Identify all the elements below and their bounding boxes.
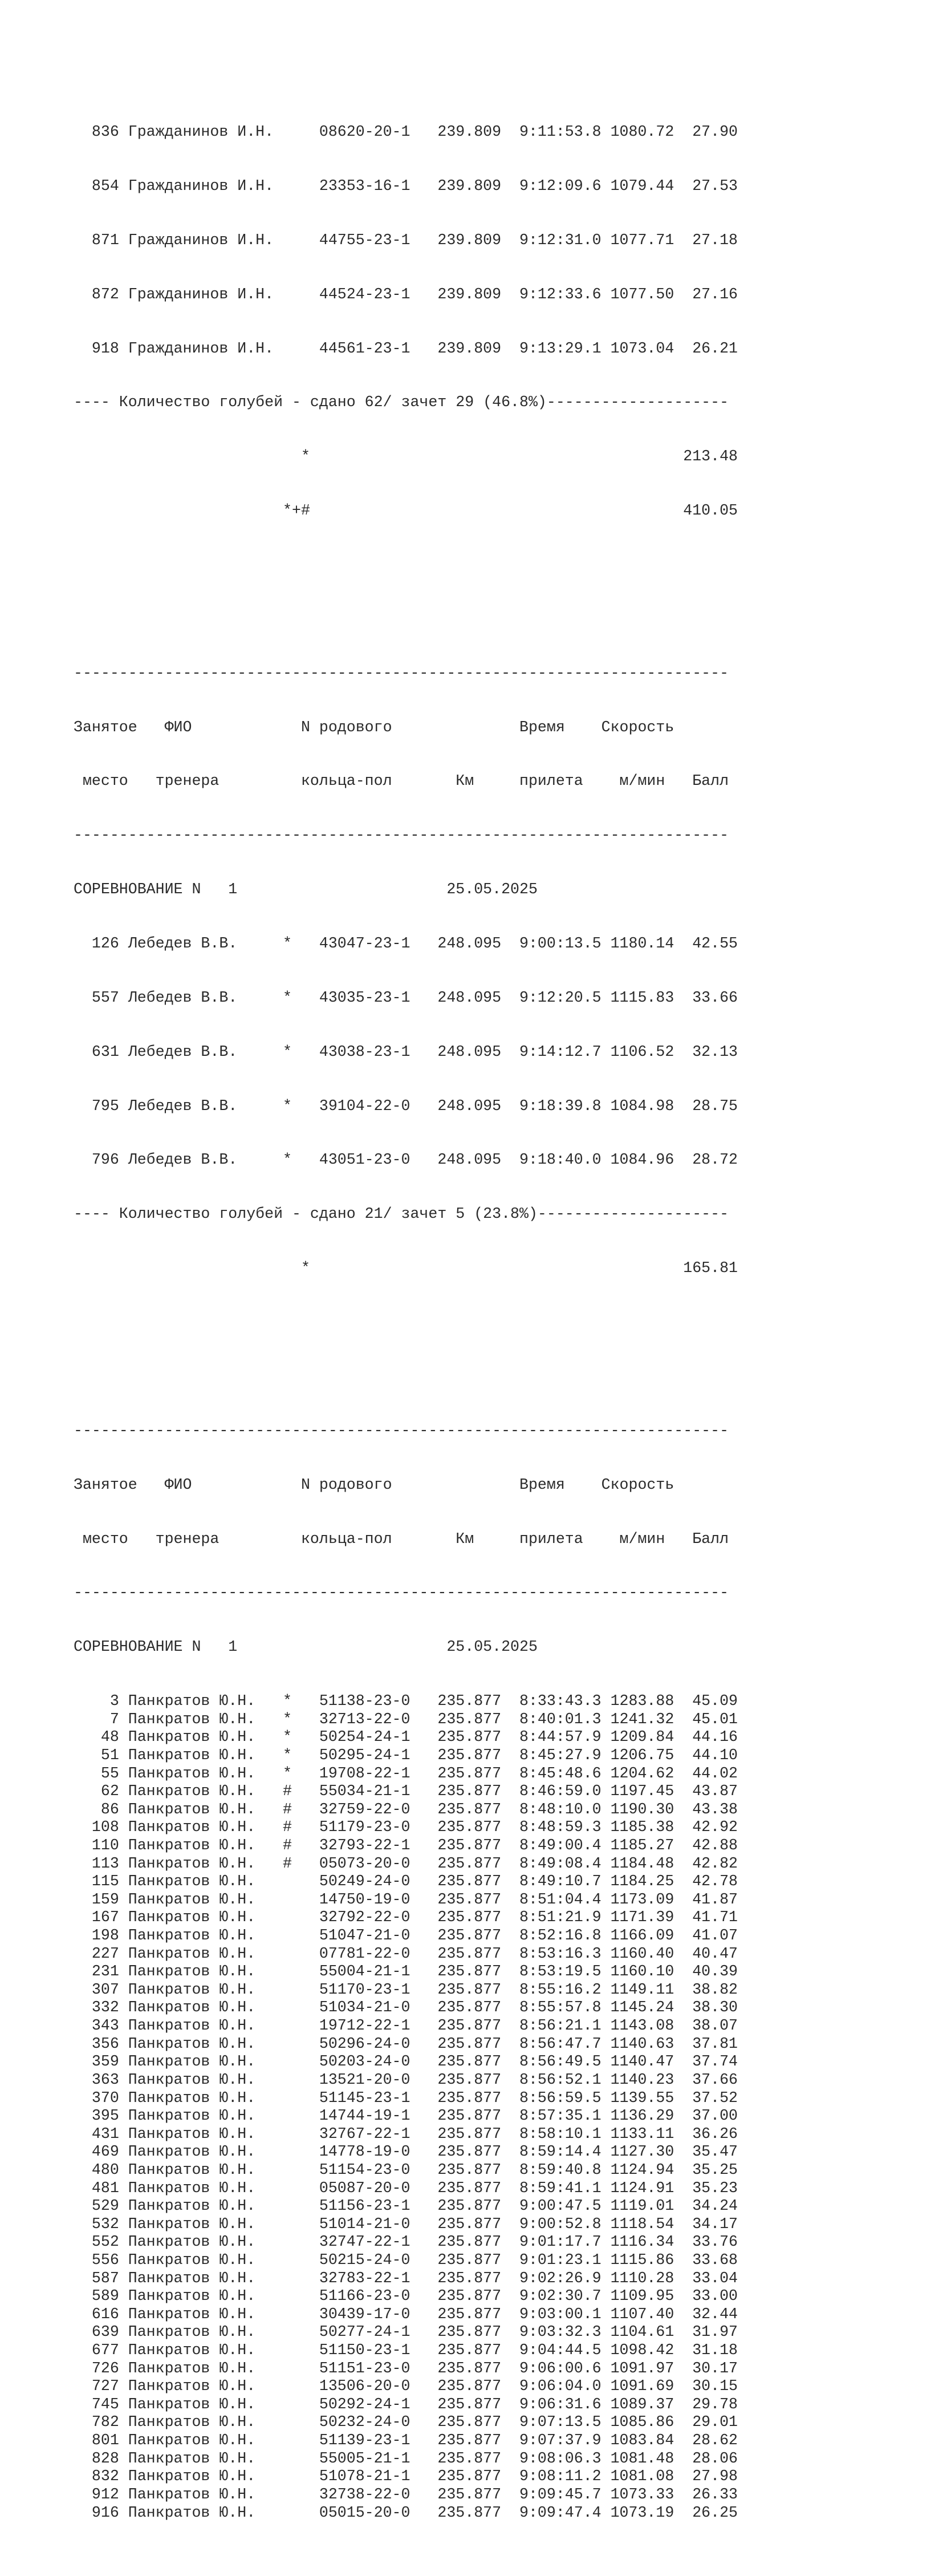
total-line: *+# 410.05: [74, 502, 738, 520]
result-row: 828 Панкратов Ю.Н. 55005-21-1 235.877 9:08:06.3 1081.48 28.06: [74, 2449, 738, 2467]
result-row: 343 Панкратов Ю.Н. 19712-22-1 235.877 8:56:21.1 1143.08 38.07: [74, 2017, 738, 2035]
result-row: 796 Лебедев В.В. * 43051-23-0 248.095 9:18:40.0 1084.96 28.72: [74, 1151, 738, 1169]
results-printout: [74, 33, 917, 2576]
result-row: 556 Панкратов Ю.Н. 50215-24-0 235.877 9:01:23.1 1115.86 33.68: [74, 2251, 738, 2269]
result-row: 126 Лебедев В.В. * 43047-23-1 248.095 9:00:13.5 1180.14 42.55: [74, 935, 738, 953]
result-row: 431 Панкратов Ю.Н. 32767-22-1 235.877 8:58:10.1 1133.11 36.26: [74, 2125, 738, 2142]
result-row: 782 Панкратов Ю.Н. 50232-24-0 235.877 9:07:13.5 1085.86 29.01: [74, 2413, 738, 2431]
result-row: 62 Панкратов Ю.Н. # 55034-21-1 235.877 8:46:59.0 1197.45 43.87: [74, 1783, 738, 1800]
result-row: 227 Панкратов Ю.Н. 07781-22-0 235.877 8:53:16.3 1160.40 40.47: [74, 1945, 738, 1962]
result-row: 370 Панкратов Ю.Н. 51145-23-1 235.877 8:56:59.5 1139.55 37.52: [74, 2089, 738, 2107]
results-tail: [74, 87, 917, 556]
result-row: 801 Панкратов Ю.Н. 51139-23-1 235.877 9:07:37.9 1083.84 28.62: [74, 2432, 738, 2449]
pigeon-count-summary: ---- Количество голубей - сдано 21/ зачет 5 (23.8%)---------------------: [74, 1205, 729, 1223]
result-row: 480 Панкратов Ю.Н. 51154-23-0 235.877 8:59:40.8 1124.94 35.25: [74, 2161, 738, 2178]
result-row: 631 Лебедев В.В. * 43038-23-1 248.095 9:14:12.7 1106.52 32.13: [74, 1043, 738, 1060]
result-row: 3 Панкратов Ю.Н. * 51138-23-0 235.877 8:33:43.3 1283.88 45.09: [74, 1692, 738, 1710]
column-header-line-2: место тренера кольца-пол Км прилета м/мин Балл: [74, 772, 729, 790]
pigeon-count-summary: ---- Количество голубей - сдано 62/ зачет 29 (46.8%)--------------------: [74, 394, 729, 411]
result-row: 795 Лебедев В.В. * 39104-22-0 248.095 9:18:39.8 1084.98 28.75: [74, 1097, 738, 1115]
result-row: 332 Панкратов Ю.Н. 51034-21-0 235.877 8:55:57.8 1145.24 38.30: [74, 1999, 738, 2016]
result-row: 48 Панкратов Ю.Н. * 50254-24-1 235.877 8:44:57.9 1209.84 44.16: [74, 1728, 738, 1746]
result-row: 552 Панкратов Ю.Н. 32747-22-1 235.877 9:01:17.7 1116.34 33.76: [74, 2233, 738, 2251]
total-line: * 213.48: [74, 448, 738, 465]
separator-line: ------------------------------------------------------------------------: [74, 827, 729, 844]
result-row: 110 Панкратов Ю.Н. # 32793-22-1 235.877 8:49:00.4 1185.27 42.88: [74, 1836, 738, 1854]
result-row: 639 Панкратов Ю.Н. 50277-24-1 235.877 9:03:32.3 1104.61 31.97: [74, 2323, 738, 2341]
result-row: 727 Панкратов Ю.Н. 13506-20-0 235.877 9:06:04.0 1091.69 30.15: [74, 2377, 738, 2395]
result-row: 359 Панкратов Ю.Н. 50203-24-0 235.877 8:56:49.5 1140.47 37.74: [74, 2053, 738, 2071]
result-row: 912 Панкратов Ю.Н. 32738-22-0 235.877 9:09:45.7 1073.33 26.33: [74, 2485, 738, 2503]
result-row: 51 Панкратов Ю.Н. * 50295-24-1 235.877 8:45:27.9 1206.75 44.10: [74, 1746, 738, 1764]
result-row: 356 Панкратов Ю.Н. 50296-24-0 235.877 8:56:47.7 1140.63 37.81: [74, 2035, 738, 2052]
competition-title: СОРЕВНОВАНИЕ N 1 25.05.2025: [74, 881, 538, 898]
result-row: 86 Панкратов Ю.Н. # 32759-22-0 235.877 8:48:10.0 1190.30 43.38: [74, 1800, 738, 1818]
result-row: 159 Панкратов Ю.Н. 14750-19-0 235.877 8:51:04.4 1173.09 41.87: [74, 1890, 738, 1908]
competition-title: СОРЕВНОВАНИЕ N 1 25.05.2025: [74, 1638, 538, 1656]
result-row: 872 Гражданинов И.Н. 44524-23-1 239.809 9:12:33.6 1077.50 27.16: [74, 285, 738, 303]
result-row: 854 Гражданинов И.Н. 23353-16-1 239.809 9:12:09.6 1079.44 27.53: [74, 177, 738, 195]
separator-line: ------------------------------------------------------------------------: [74, 664, 729, 682]
section-pankratov: [74, 1386, 917, 2558]
separator-line: ------------------------------------------------------------------------: [74, 1421, 729, 1439]
section-lebedev: [74, 629, 917, 1314]
result-row: 832 Панкратов Ю.Н. 51078-21-1 235.877 9:08:11.2 1081.08 27.98: [74, 2468, 738, 2485]
result-row: 231 Панкратов Ю.Н. 55004-21-1 235.877 8:53:19.5 1160.10 40.39: [74, 1963, 738, 1980]
result-rows: [74, 1692, 917, 2522]
result-row: 745 Панкратов Ю.Н. 50292-24-1 235.877 9:06:31.6 1089.37 29.78: [74, 2395, 738, 2413]
result-row: 726 Панкратов Ю.Н. 51151-23-0 235.877 9:06:00.6 1091.97 30.17: [74, 2359, 738, 2377]
total-line: * 165.81: [74, 1259, 738, 1277]
result-row: 167 Панкратов Ю.Н. 32792-22-0 235.877 8:51:21.9 1171.39 41.71: [74, 1909, 738, 1926]
result-row: 55 Панкратов Ю.Н. * 19708-22-1 235.877 8:45:48.6 1204.62 44.02: [74, 1764, 738, 1782]
result-row: 836 Гражданинов И.Н. 08620-20-1 239.809 9:11:53.8 1080.72 27.90: [74, 123, 738, 141]
result-row: 113 Панкратов Ю.Н. # 05073-20-0 235.877 8:49:08.4 1184.48 42.82: [74, 1854, 738, 1872]
result-row: 532 Панкратов Ю.Н. 51014-21-0 235.877 9:00:52.8 1118.54 34.17: [74, 2215, 738, 2233]
result-row: 307 Панкратов Ю.Н. 51170-23-1 235.877 8:55:16.2 1149.11 38.82: [74, 1980, 738, 1998]
result-row: 7 Панкратов Ю.Н. * 32713-22-0 235.877 8:40:01.3 1241.32 45.01: [74, 1710, 738, 1728]
result-row: 395 Панкратов Ю.Н. 14744-19-1 235.877 8:57:35.1 1136.29 37.00: [74, 2107, 738, 2125]
result-row: 108 Панкратов Ю.Н. # 51179-23-0 235.877 8:48:59.3 1185.38 42.92: [74, 1818, 738, 1836]
result-row: 916 Панкратов Ю.Н. 05015-20-0 235.877 9:09:47.4 1073.19 26.25: [74, 2504, 738, 2521]
result-row: 469 Панкратов Ю.Н. 14778-19-0 235.877 8:59:14.4 1127.30 35.47: [74, 2143, 738, 2161]
result-row: 363 Панкратов Ю.Н. 13521-20-0 235.877 8:56:52.1 1140.23 37.66: [74, 2071, 738, 2088]
result-row: 918 Гражданинов И.Н. 44561-23-1 239.809 9:13:29.1 1073.04 26.21: [74, 339, 738, 357]
result-row: 871 Гражданинов И.Н. 44755-23-1 239.809 9:12:31.0 1077.71 27.18: [74, 231, 738, 249]
column-header-line-1: Занятое ФИО N родового Время Скорость: [74, 718, 729, 736]
separator-line: ------------------------------------------------------------------------: [74, 1584, 729, 1602]
result-row: 557 Лебедев В.В. * 43035-23-1 248.095 9:12:20.5 1115.83 33.66: [74, 989, 738, 1006]
result-row: 677 Панкратов Ю.Н. 51150-23-1 235.877 9:04:44.5 1098.42 31.18: [74, 2342, 738, 2359]
result-row: 616 Панкратов Ю.Н. 30439-17-0 235.877 9:03:00.1 1107.40 32.44: [74, 2305, 738, 2323]
column-header-line-1: Занятое ФИО N родового Время Скорость: [74, 1476, 729, 1493]
result-row: 589 Панкратов Ю.Н. 51166-23-0 235.877 9:02:30.7 1109.95 33.00: [74, 2287, 738, 2305]
result-row: 529 Панкратов Ю.Н. 51156-23-1 235.877 9:00:47.5 1119.01 34.24: [74, 2197, 738, 2215]
column-header-line-2: место тренера кольца-пол Км прилета м/мин Балл: [74, 1530, 729, 1548]
result-row: 115 Панкратов Ю.Н. 50249-24-0 235.877 8:49:10.7 1184.25 42.78: [74, 1873, 738, 1890]
result-row: 198 Панкратов Ю.Н. 51047-21-0 235.877 8:52:16.8 1166.09 41.07: [74, 1927, 738, 1945]
result-row: 587 Панкратов Ю.Н. 32783-22-1 235.877 9:02:26.9 1110.28 33.04: [74, 2269, 738, 2287]
result-row: 481 Панкратов Ю.Н. 05087-20-0 235.877 8:59:41.1 1124.91 35.23: [74, 2179, 738, 2197]
